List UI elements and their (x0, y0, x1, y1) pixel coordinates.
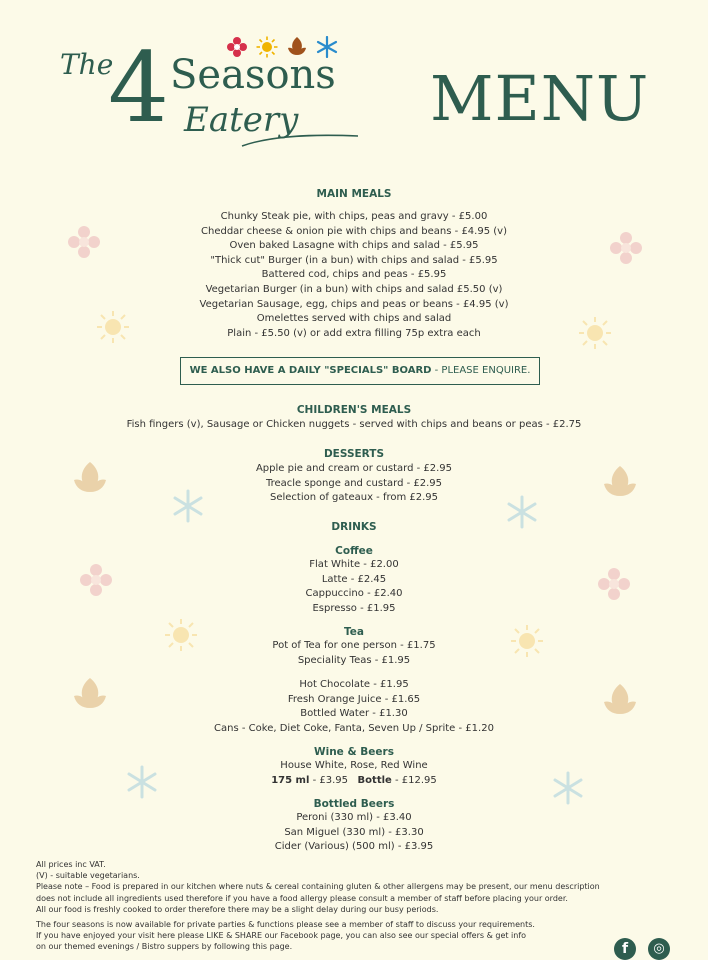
list-item: Latte - £2.45 (321, 573, 387, 585)
main-meals-list (0, 210, 708, 341)
wine-prices (0, 774, 708, 789)
logo-eatery: Eatery (184, 100, 299, 140)
list-item: Oven baked Lasagne with chips and salad - £5.95 (229, 240, 479, 252)
coffee-list (0, 558, 708, 616)
footer-line: (V) - suitable vegetarians. (36, 871, 140, 881)
footer-line: The four seasons is now available for private parties & functions please see a member of staff to discuss your requirements. (36, 920, 535, 929)
facebook-icon[interactable]: f (614, 938, 636, 960)
list-item: Treacle sponge and custard - £2.95 (265, 477, 443, 489)
list-item: Fresh Orange Juice - £1.65 (287, 693, 421, 705)
list-item: Vegetarian Sausage, egg, chips and peas or beans - £4.95 (v) (199, 298, 509, 310)
list-item: Chunky Steak pie, with chips, peas and gravy - £5.00 (220, 211, 488, 222)
footer-notes (36, 859, 676, 915)
list-item: Selection of gateaux - from £2.95 (269, 492, 439, 504)
list-item: Bottled Water - £1.30 (300, 708, 408, 720)
footer-line: on our themed evenings / Bistro suppers by following this page. (36, 942, 293, 952)
logo-seasons: Seasons (170, 52, 336, 98)
logo-underline (240, 132, 360, 152)
wine-bottle-price: - £12.95 (391, 774, 437, 786)
list-item: "Thick cut" Burger (in a bun) with chips and salad - £5.95 (210, 254, 498, 266)
list-item: Apple pie and cream or custard - £2.95 (255, 463, 453, 474)
specials-rest: - PLEASE ENQUIRE. (431, 365, 531, 376)
list-item: Cheddar cheese & onion pie with chips and beans - £4.95 (v) (201, 225, 507, 237)
children-heading: CHILDREN'S MEALS (296, 404, 412, 416)
desserts-list (0, 462, 708, 506)
main-meals-heading: MAIN MEALS (316, 188, 392, 200)
tea-list (0, 639, 708, 668)
list-item: Flat White - £2.00 (309, 559, 399, 570)
logo-the: The (60, 48, 114, 81)
list-item: Fish fingers (v), Sausage or Chicken nuggets - served with chips and beans or peas - £2.75 (126, 419, 582, 430)
wine-heading: Wine & Beers (314, 746, 394, 758)
footer-line: Please note – Food is prepared in our kitchen where nuts & cereal containing gluten & other allergens may be present, our menu description (36, 882, 600, 892)
tea-heading: Tea (344, 626, 364, 638)
page-edge (708, 0, 720, 960)
list-item: Peroni (330 ml) - £3.40 (296, 812, 412, 823)
list-item: House White, Rose, Red Wine (280, 760, 428, 771)
list-item: Espresso - £1.95 (312, 602, 396, 614)
footer-line: All our food is freshly cooked to order therefore there may be a slight delay during our busy periods. (36, 904, 439, 914)
list-item: San Miguel (330 ml) - £3.30 (284, 826, 424, 838)
footer-line: does not include all ingredients used therefore if you have a food allergy please consult a member of staff before placing your order. (36, 893, 568, 903)
list-item: Hot Chocolate - £1.95 (299, 679, 409, 690)
footer-line: All prices inc VAT. (36, 860, 106, 869)
other-drinks-list (0, 678, 708, 736)
instagram-icon[interactable]: ◎ (648, 938, 670, 960)
drinks-heading: DRINKS (331, 521, 377, 533)
logo (60, 32, 360, 166)
footer-info (36, 919, 596, 960)
desserts-heading: DESSERTS (323, 448, 385, 460)
list-item: Cider (Various) (500 ml) - £3.95 (274, 841, 434, 853)
list-item: Vegetarian Burger (in a bun) with chips and salad £5.50 (v) (205, 283, 503, 295)
page-title: MENU (430, 62, 650, 135)
list-item: Plain - £5.50 (v) or add extra filling 75p extra each (227, 327, 481, 339)
beers-list (0, 811, 708, 855)
footer-line: If you have enjoyed your visit here please LIKE & SHARE our Facebook page, you can also see our special offers & get info (36, 931, 527, 941)
list-item: Battered cod, chips and peas - £5.95 (261, 269, 447, 281)
list-item: Speciality Teas - £1.95 (297, 654, 411, 666)
wine-list (0, 759, 708, 788)
list-item: Cans - Coke, Diet Coke, Fanta, Seven Up / Sprite - £1.20 (214, 722, 494, 734)
list-item: Cappuccino - £2.40 (305, 588, 403, 600)
list-item: Omelettes served with chips and salad (256, 313, 452, 325)
wine-bottle-label: Bottle (357, 774, 392, 786)
wine-175-label: 175 ml (271, 774, 310, 786)
wine-175-price: - £3.95 (309, 774, 348, 786)
beers-heading: Bottled Beers (313, 798, 395, 810)
specials-box (180, 357, 540, 385)
coffee-heading: Coffee (335, 545, 373, 557)
logo-four: 4 (108, 32, 170, 144)
specials-bold: WE ALSO HAVE A DAILY "SPECIALS" BOARD (189, 365, 432, 376)
list-item: Pot of Tea for one person - £1.75 (272, 640, 436, 651)
